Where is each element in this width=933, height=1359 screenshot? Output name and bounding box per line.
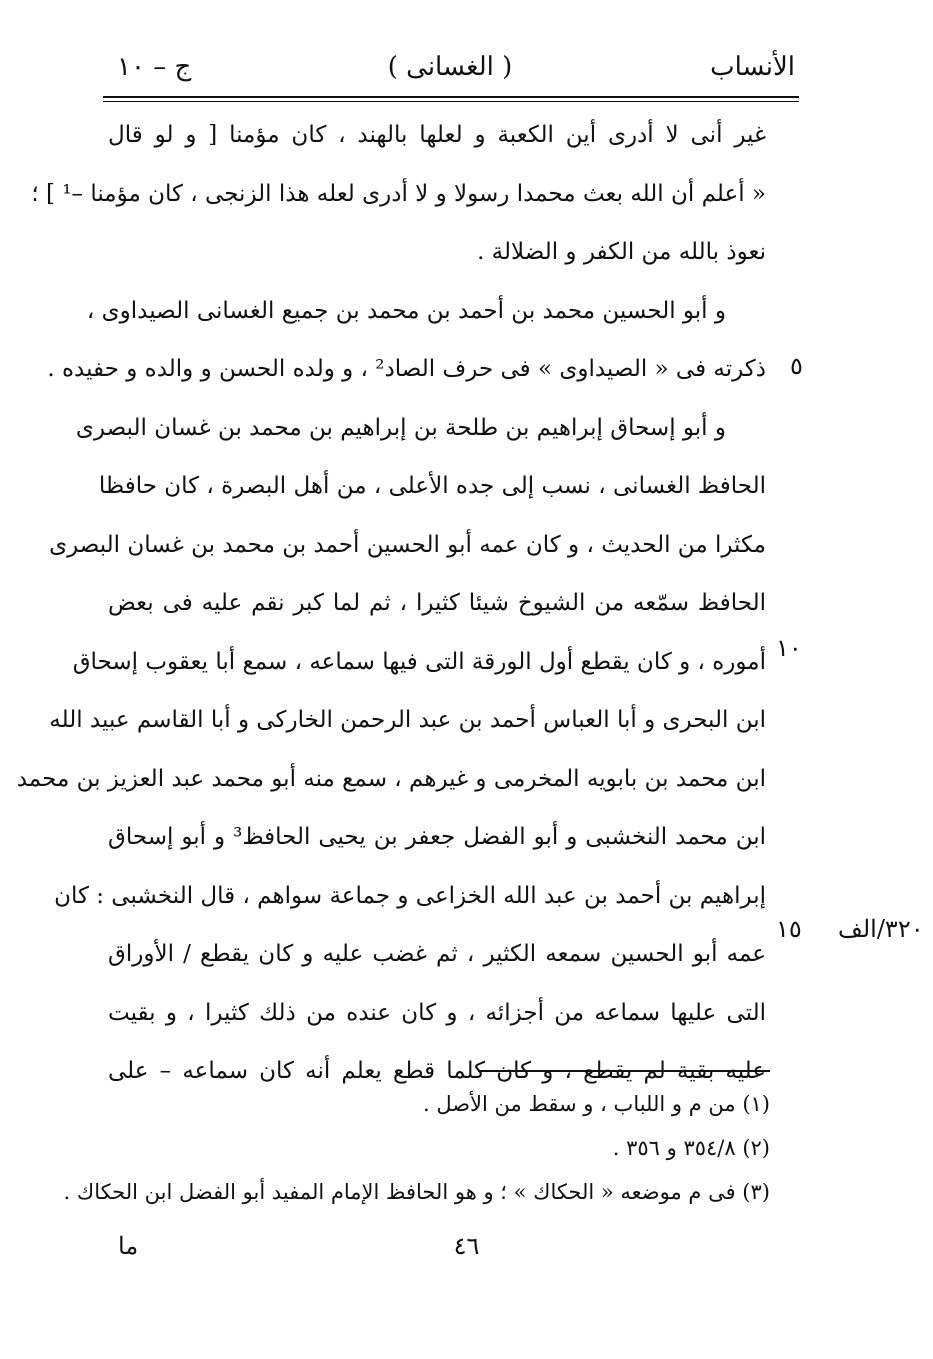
- header-rule-thin: [103, 101, 799, 102]
- line-number-10: ١٠: [776, 634, 802, 662]
- header-rule: [103, 96, 799, 98]
- footnote-rule: [478, 1070, 770, 1072]
- text-line: التى عليها سماعه من أجزائه ، و كان عنده من ذلك كثيرا ، و بقيت: [108, 999, 766, 1026]
- text-line: عمه أبو الحسين سمعه الكثير ، ثم غضب عليه و كان يقطع / الأوراق: [108, 941, 766, 967]
- text-line: « أعلم أن الله بعث محمدا رسولا و لا أدرى لعله هذا الزنجى ، كان مؤمنا –¹ ] ؛: [31, 180, 766, 207]
- line-number-15: ١٥: [776, 915, 802, 943]
- text-line: الحافظ الغسانى ، نسب إلى جده الأعلى ، من أهل البصرة ، كان حافظا: [98, 473, 766, 499]
- text-line: ذكرته فى « الصيداوى » فى حرف الصاد² ، و ولده الحسن و والده و حفيده .: [47, 356, 766, 382]
- main-text: [16, 106, 766, 1101]
- text-line: ابن محمد بن بابويه المخرمى و غيرهم ، سمع منه أبو محمد عبد العزيز بن محمد: [16, 765, 766, 792]
- header-entry-title: ( الغسانى ): [387, 52, 513, 82]
- footnote-1: (١) من م و اللباب ، و سقط من الأصل .: [422, 1092, 770, 1116]
- page-number: ٤٦: [453, 1232, 480, 1260]
- text-line: ابن محمد النخشبى و أبو الفضل جعفر بن يحيى الحافظ³ و أبو إسحاق: [108, 824, 766, 850]
- signature-mark: ما: [118, 1232, 139, 1260]
- text-line: نعوذ بالله من الكفر و الضلالة .: [477, 239, 766, 265]
- text-line: عليه بقية لم يقطع ، و كان كلما قطع يعلم أنه كان سماعه – على: [108, 1058, 766, 1084]
- text-line: إبراهيم بن أحمد بن عبد الله الخزاعى و جماعة سواهم ، قال النخشبى : كان: [54, 882, 766, 909]
- text-line: أموره ، و كان يقطع أول الورقة التى فيها سماعه ، سمع أبا يعقوب إسحاق: [72, 648, 766, 675]
- text-line: و أبو الحسين محمد بن أحمد بن محمد بن جميع الغسانى الصيداوى ،: [86, 297, 726, 324]
- text-line: مكثرا من الحديث ، و كان عمه أبو الحسين أحمد بن محمد بن غسان البصرى: [49, 531, 766, 558]
- running-header: [105, 52, 795, 92]
- footnotes: [63, 1082, 770, 1214]
- line-number-5: ٥: [790, 352, 803, 380]
- text-line: الحافظ سمّعه من الشيوخ شيئا كثيرا ، ثم لما كبر نقم عليه فى بعض: [108, 590, 766, 616]
- footnote-2: (٢) ٣٥٤/٨ و ٣٥٦ .: [612, 1136, 770, 1160]
- text-line: و أبو إسحاق إبراهيم بن طلحة بن إبراهيم بن محمد بن غسان البصرى: [75, 414, 726, 441]
- footnote-3: (٣) فى م موضعه « الحكاك » ؛ و هو الحافظ الإمام المفيد أبو الفضل ابن الحكاك .: [63, 1180, 770, 1204]
- folio-marker: ٣٢٠/الف: [838, 915, 924, 943]
- header-volume: ج – ١٠: [117, 52, 192, 82]
- header-book-title: الأنساب: [710, 52, 795, 82]
- text-line: ابن البحرى و أبا العباس أحمد بن عبد الرحمن الخاركى و أبا القاسم عبيد الله: [49, 707, 766, 733]
- text-line: غير أنى لا أدرى أين الكعبة و لعلها بالهند ، كان مؤمنا [ و لو قال: [108, 122, 766, 148]
